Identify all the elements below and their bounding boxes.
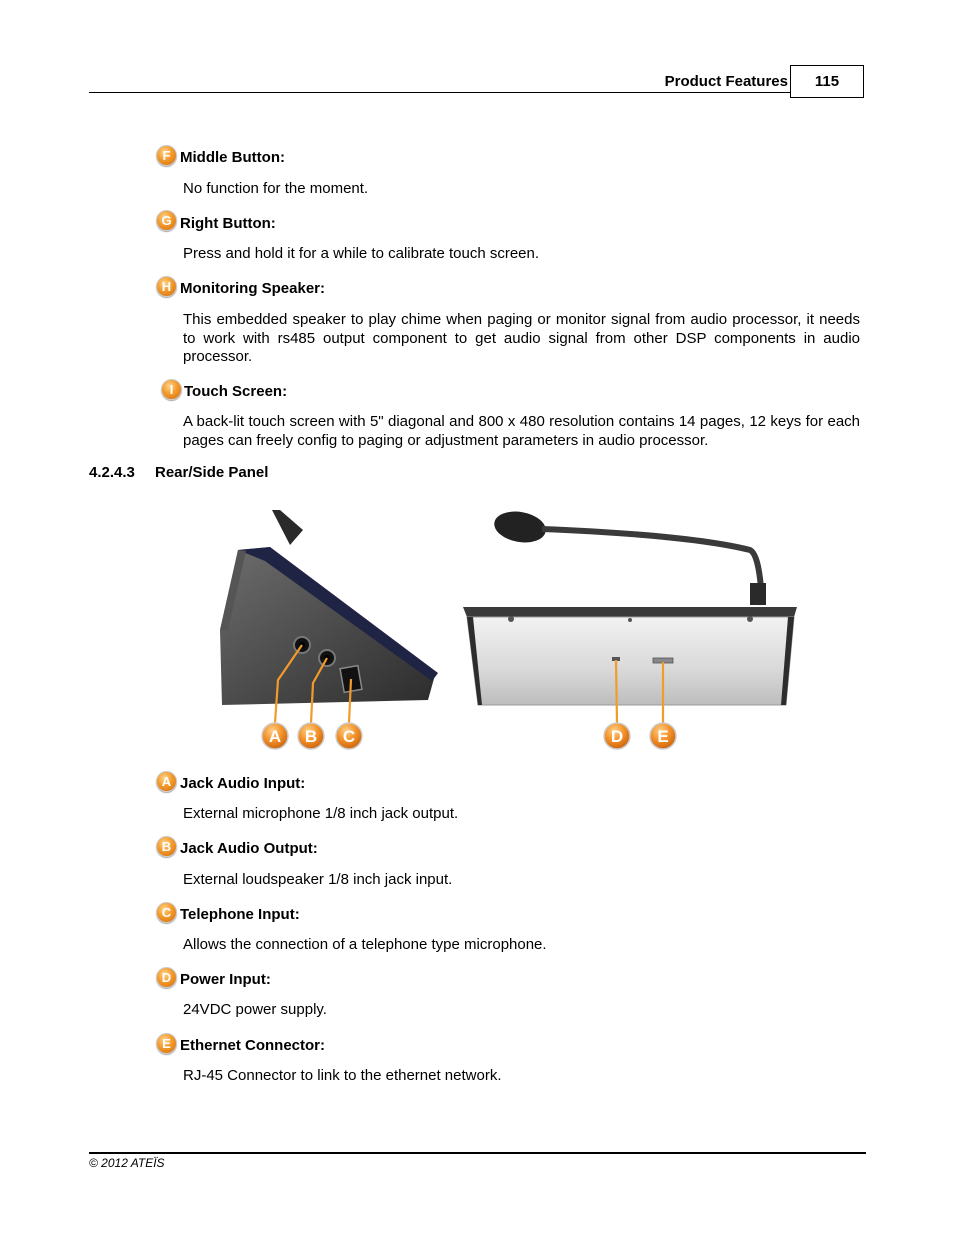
badge-b-icon: B (156, 836, 177, 857)
item-text-monitoring-speaker: This embedded speaker to play chime when paging or monitor signal from audio processor, it needs to work with rs485 output component to get audio signal from other DSP components in audio processor. (183, 311, 860, 365)
badge-a-icon: A (156, 771, 177, 792)
item-title-monitoring-speaker: Monitoring Speaker: (180, 280, 326, 297)
figure-label-e: E (657, 727, 669, 746)
item-title-ethernet-connector: Ethernet Connector: (180, 1037, 326, 1054)
badge-e-icon: E (156, 1033, 177, 1054)
page-number-box: 115 (790, 65, 864, 98)
item-title-power-input: Power Input: (180, 971, 271, 988)
footer-copyright: © 2012 ATEÏS (89, 1156, 165, 1170)
item-title-middle-button: Middle Button: (180, 149, 285, 166)
item-title-touch-screen: Touch Screen: (184, 383, 288, 400)
running-header-title: Product Features (664, 73, 788, 90)
item-title-right-button: Right Button: (180, 215, 276, 232)
item-text-power-input: 24VDC power supply. (183, 1001, 327, 1018)
item-text-ethernet-connector: RJ-45 Connector to link to the ethernet network. (183, 1067, 502, 1084)
header-rule (89, 92, 791, 93)
item-text-middle-button: No function for the moment. (183, 180, 369, 197)
side-view-device (220, 510, 438, 705)
item-text-jack-audio-output: External loudspeaker 1/8 inch jack input. (183, 871, 453, 888)
badge-h-icon: H (156, 276, 177, 297)
item-title-telephone-input: Telephone Input: (180, 906, 300, 923)
badge-f-icon: F (156, 145, 177, 166)
rear-side-panel-figure (210, 505, 810, 760)
rear-view-device (463, 508, 797, 705)
badge-c-icon: C (156, 902, 177, 923)
section-heading (89, 464, 268, 481)
item-title-jack-audio-output: Jack Audio Output: (180, 840, 318, 857)
callout-line-d (616, 660, 617, 723)
badge-i-icon: I (161, 379, 182, 400)
badge-d-icon: D (156, 967, 177, 988)
item-title-jack-audio-input: Jack Audio Input: (180, 775, 306, 792)
item-text-right-button: Press and hold it for a while to calibrate touch screen. (183, 245, 540, 262)
section-number: 4.2.4.3 (89, 464, 135, 481)
footer-rule (89, 1152, 866, 1154)
item-text-telephone-input: Allows the connection of a telephone type microphone. (183, 936, 547, 953)
figure-label-a: A (268, 727, 282, 746)
badge-g-icon: G (156, 210, 177, 231)
figure-label-d: D (610, 727, 624, 746)
item-text-touch-screen: A back-lit touch screen with 5" diagonal and 800 x 480 resolution contains 14 pages, 12 keys for each pages can freely config to paging or adjustment parameters in audio processor. (183, 413, 860, 449)
item-text-jack-audio-input: External microphone 1/8 inch jack output. (183, 805, 459, 822)
figure-label-b: B (304, 727, 318, 746)
figure-label-c: C (342, 727, 356, 746)
section-title: Rear/Side Panel (155, 464, 269, 481)
